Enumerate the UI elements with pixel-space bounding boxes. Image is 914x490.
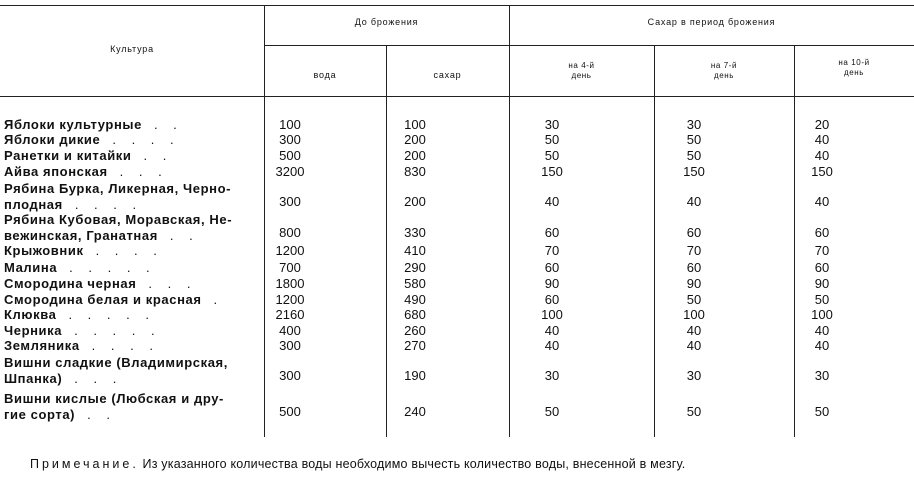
header-day10-line1: на 10-й — [838, 58, 870, 67]
cell-water: 1200 — [275, 243, 305, 258]
header-day10-line2: день — [843, 68, 865, 77]
header-day10 — [794, 58, 914, 78]
leader-dots: . . . . . — [74, 323, 161, 338]
leader-dots: . . . . . — [68, 307, 155, 322]
header-sugar-during: Сахар в период брожения — [647, 17, 776, 27]
cell-water: 300 — [279, 338, 301, 353]
footnote — [30, 457, 685, 471]
cell-water: 3200 — [275, 164, 305, 179]
leader-dots: . . . . . — [69, 260, 156, 275]
cell-d4: 40 — [544, 338, 560, 353]
culture-name-text: Клюква — [4, 307, 57, 322]
cell-d10: 70 — [814, 243, 830, 258]
cell-d7: 40 — [686, 194, 702, 209]
cell-d7: 30 — [686, 117, 702, 132]
footnote-label: Примечание. — [30, 457, 139, 471]
cell-d7: 40 — [686, 323, 702, 338]
cell-sugar: 270 — [404, 338, 426, 353]
cell-d10: 50 — [814, 404, 830, 419]
header-bottom-rule — [0, 96, 914, 97]
cell-d4: 90 — [544, 276, 560, 291]
header-before-fermentation: До брожения — [354, 17, 419, 27]
header-water: вода — [313, 70, 337, 80]
cell-d4: 60 — [544, 225, 560, 240]
cell-d4: 60 — [544, 292, 560, 307]
culture-name — [4, 212, 232, 227]
cell-d10: 150 — [811, 164, 833, 179]
leader-dots: . . . . — [95, 243, 163, 258]
header-day4-line1: на 4-й — [568, 61, 595, 70]
culture-name-text: плодная — [4, 197, 63, 212]
cell-d7: 90 — [686, 276, 702, 291]
cell-d4: 40 — [544, 194, 560, 209]
culture-name-text: Яблоки дикие — [4, 132, 101, 147]
cell-d4: 50 — [544, 404, 560, 419]
cell-d10: 60 — [814, 225, 830, 240]
culture-name — [4, 164, 168, 179]
leader-dots: . — [213, 292, 224, 307]
culture-name — [4, 292, 223, 307]
culture-name-text: Айва японская — [4, 164, 108, 179]
leader-dots: . . — [153, 117, 183, 132]
culture-name — [4, 260, 156, 275]
cell-d4: 70 — [544, 243, 560, 258]
cell-d10: 100 — [811, 307, 833, 322]
culture-name — [4, 117, 183, 132]
leader-dots: . . . — [74, 371, 123, 386]
header-day7-line2: день — [713, 71, 735, 80]
cell-water: 1200 — [275, 292, 305, 307]
culture-name-text: Земляника — [4, 338, 80, 353]
cell-water: 300 — [279, 132, 301, 147]
cell-sugar: 260 — [404, 323, 426, 338]
culture-name-text: Вишни сладкие (Владимирская, — [4, 355, 228, 370]
cell-d7: 70 — [686, 243, 702, 258]
cell-d7: 50 — [686, 404, 702, 419]
cell-d4: 100 — [541, 307, 563, 322]
cell-sugar: 490 — [404, 292, 426, 307]
culture-name-text: вежинская, Гранатная — [4, 228, 158, 243]
culture-name-text: гие сорта) — [4, 407, 76, 422]
culture-name-text: Шпанка) — [4, 371, 63, 386]
cell-d7: 100 — [683, 307, 705, 322]
cell-d4: 30 — [544, 117, 560, 132]
culture-name-text: Яблоки культурные — [4, 117, 142, 132]
cell-d7: 50 — [686, 292, 702, 307]
cell-d4: 50 — [544, 132, 560, 147]
leader-dots: . . — [87, 407, 116, 422]
cell-d7: 60 — [686, 225, 702, 240]
cell-d7: 60 — [686, 260, 702, 275]
cell-sugar: 240 — [404, 404, 426, 419]
cell-water: 300 — [279, 368, 301, 383]
cell-sugar: 200 — [404, 132, 426, 147]
leader-dots: . . . . — [91, 338, 159, 353]
header-culture: Культура — [110, 44, 154, 54]
cell-d10: 20 — [814, 117, 830, 132]
cell-d7: 50 — [686, 148, 702, 163]
cell-d4: 50 — [544, 148, 560, 163]
cell-d10: 50 — [814, 292, 830, 307]
cell-sugar: 680 — [404, 307, 426, 322]
cell-water: 500 — [279, 148, 301, 163]
culture-name — [4, 148, 172, 163]
cell-d7: 150 — [683, 164, 705, 179]
cell-water: 100 — [279, 117, 301, 132]
cell-sugar: 830 — [404, 164, 426, 179]
header-day7 — [654, 61, 794, 81]
cell-d10: 40 — [814, 194, 830, 209]
cell-d10: 40 — [814, 323, 830, 338]
culture-name — [4, 371, 122, 386]
cell-d7: 50 — [686, 132, 702, 147]
culture-name — [4, 132, 180, 147]
cell-water: 300 — [279, 194, 301, 209]
culture-name — [4, 338, 159, 353]
header-top-rule — [0, 5, 914, 6]
cell-d10: 40 — [814, 148, 830, 163]
leader-dots: . . — [169, 228, 199, 243]
leader-dots: . . . — [148, 276, 197, 291]
culture-name-text: Рябина Кубовая, Моравская, Не- — [4, 212, 233, 227]
leader-dots: . . — [143, 148, 173, 163]
cell-sugar: 290 — [404, 260, 426, 275]
culture-name — [4, 407, 116, 422]
culture-name — [4, 181, 231, 196]
cell-d10: 40 — [814, 132, 830, 147]
culture-name — [4, 391, 224, 406]
culture-name-text: Вишни кислые (Любская и дру- — [4, 391, 224, 406]
culture-name-text: Смородина белая и красная — [4, 292, 202, 307]
cell-sugar: 190 — [404, 368, 426, 383]
cell-d10: 40 — [814, 338, 830, 353]
cell-d7: 40 — [686, 338, 702, 353]
cell-water: 2160 — [275, 307, 305, 322]
leader-dots: . . . . — [112, 132, 180, 147]
culture-name — [4, 307, 155, 322]
cell-d10: 90 — [814, 276, 830, 291]
culture-name-text: Ранетки и китайки — [4, 148, 132, 163]
cell-water: 1800 — [275, 276, 305, 291]
culture-name — [4, 276, 196, 291]
cell-water: 500 — [279, 404, 301, 419]
culture-name — [4, 355, 228, 370]
col-divider-day4 — [654, 45, 655, 437]
cell-d10: 60 — [814, 260, 830, 275]
cell-sugar: 200 — [404, 148, 426, 163]
header-mid-rule — [264, 45, 914, 46]
culture-name — [4, 323, 161, 338]
cell-d4: 30 — [544, 368, 560, 383]
leader-dots: . . . — [119, 164, 168, 179]
header-day4-line2: день — [571, 71, 592, 80]
culture-name-text: Малина — [4, 260, 58, 275]
cell-d10: 30 — [814, 368, 830, 383]
culture-name-text: Смородина черная — [4, 276, 137, 291]
cell-d4: 40 — [544, 323, 560, 338]
cell-sugar: 580 — [404, 276, 426, 291]
cell-water: 700 — [279, 260, 301, 275]
leader-dots: . . . . — [74, 197, 143, 212]
cell-sugar: 100 — [404, 117, 426, 132]
footnote-text: Из указанного количества воды необходимо вычесть количество воды, внесенной в мезгу. — [142, 457, 686, 471]
culture-name — [4, 243, 163, 258]
cell-sugar: 330 — [404, 225, 426, 240]
header-day4 — [509, 61, 654, 81]
culture-name-text: Рябина Бурка, Ликерная, Черно- — [4, 181, 232, 196]
header-sugar: сахар — [433, 70, 462, 80]
cell-sugar: 200 — [404, 194, 426, 209]
header-day7-line1: на 7-й — [710, 61, 738, 70]
cell-sugar: 410 — [404, 243, 426, 258]
cell-water: 400 — [279, 323, 301, 338]
culture-name — [4, 228, 199, 243]
culture-name-text: Черника — [4, 323, 63, 338]
culture-name-text: Крыжовник — [4, 243, 84, 258]
cell-d4: 60 — [544, 260, 560, 275]
cell-water: 800 — [279, 225, 301, 240]
cell-d4: 150 — [541, 164, 563, 179]
culture-name — [4, 197, 142, 212]
cell-d7: 30 — [686, 368, 702, 383]
